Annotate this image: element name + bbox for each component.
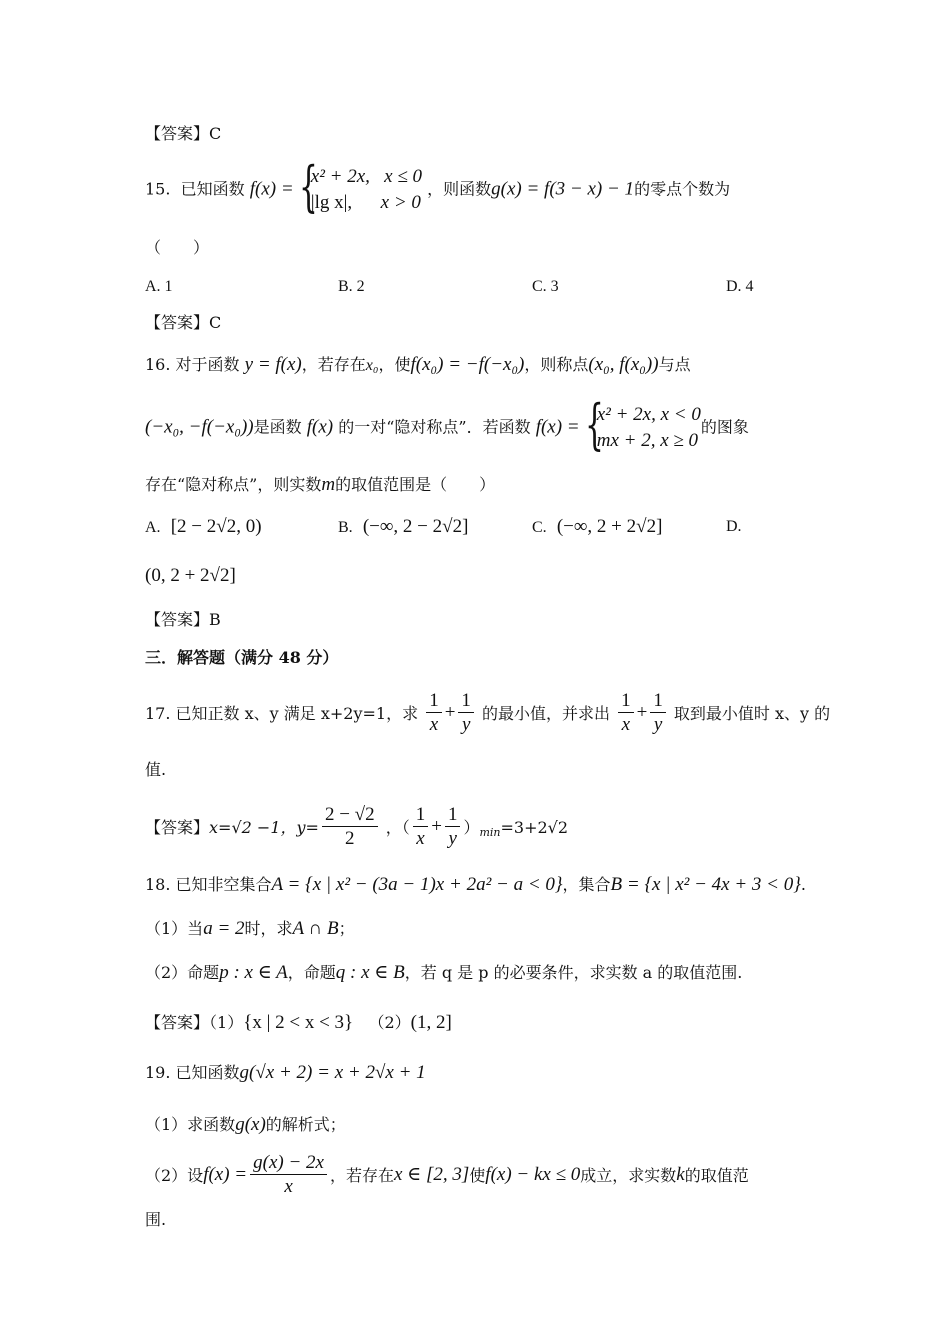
option-16-d-value: (0, 2 + 2√2] (145, 565, 236, 586)
question-16-line1: 16. 对于函数 y = f(x)，若存在x₀，使f(x₀) = −f(−x₀)，则称点(x₀, f(x₀))与点 (145, 354, 691, 375)
option-15-a: A. 1 (145, 278, 173, 295)
answer-14: 【答案】C (145, 124, 222, 143)
question-17: 17. 已知正数 x、y 满足 x+2y=1，求 $\frac{1}{x}$ + $\frac{1}{y}$ 的最小值，并求出 $\frac{1}{x}$ + $\frac{1}{y}$ 取到最小值时 x、y 的 (145, 690, 831, 735)
question-18: 18. 已知非空集合A = {x | x² − (3a − 1)x + 2a² − a < 0}，集合B = {x | x² − 4x + 3 < 0}. (145, 874, 806, 895)
question-19-end: 围. (145, 1210, 167, 1229)
option-16-d: D. (726, 518, 742, 535)
question-18-part1: （1）当a = 2时，求A ∩ B； (145, 918, 355, 939)
question-15-paren: （ ） (145, 238, 210, 257)
question-19-part1: （1）求函数g(x)的解析式； (145, 1114, 346, 1135)
option-16-a: A. [2 − 2√2, 0) (145, 516, 262, 537)
question-19-part2: （2）设f(x) = $\frac{g(x) - 2x}{x}$ ，若存在x ∈ [2, 3]使f(x) − kx ≤ 0成立，求实数k的取值范 (145, 1152, 749, 1197)
option-16-c: C. (−∞, 2 + 2√2] (532, 516, 663, 537)
question-17-end: 值. (145, 760, 167, 779)
piecewise-f16: { x² + 2x, x < 0 mx + 2, x ≥ 0 (584, 393, 701, 456)
section-heading: 三．解答题（满分 48 分） (145, 648, 339, 667)
option-15-c: C. 3 (532, 278, 559, 295)
answer-16: 【答案】B (145, 610, 221, 629)
option-16-b: B. (−∞, 2 − 2√2] (338, 516, 469, 537)
question-15: 15. 已知函数 f(x) = { x² + 2x, x ≤ 0 |lg x|, x > 0 ，则函数g(x) = f(3 − x) − 1的零点个数为 (145, 155, 731, 218)
question-16-line3: 存在“隐对称点”，则实数m的取值范围是（ ） (145, 474, 496, 495)
piecewise-f: { x² + 2x, x ≤ 0 |lg x|, x > 0 (298, 155, 423, 218)
option-15-d: D. 4 (726, 278, 754, 295)
question-16-line2: (−x₀, −f(−x₀))是函数 f(x) 的一对“隐对称点”．若函数 f(x) = { x² + 2x, x < 0 mx + 2, x ≥ 0 的图象 (145, 393, 749, 456)
answer-18: 【答案】（1）{x | 2 < x < 3} （2）(1, 2] (145, 1012, 452, 1033)
question-19: 19. 已知函数g(√x + 2) = x + 2√x + 1 (145, 1062, 426, 1083)
answer-17: 【答案】x=√2 −1，y= $\frac{2 - √2}{2}$ ，（ $\frac{1}{x}$ + $\frac{1}{y}$ ）$_{min}=3+2√2$ (145, 804, 569, 849)
question-18-part2: （2）命题p : x ∈ A，命题q : x ∈ B，若 q 是 p 的必要条件，求实数 a 的取值范围. (145, 962, 743, 983)
option-15-b: B. 2 (338, 278, 365, 295)
answer-15: 【答案】C (145, 313, 222, 332)
